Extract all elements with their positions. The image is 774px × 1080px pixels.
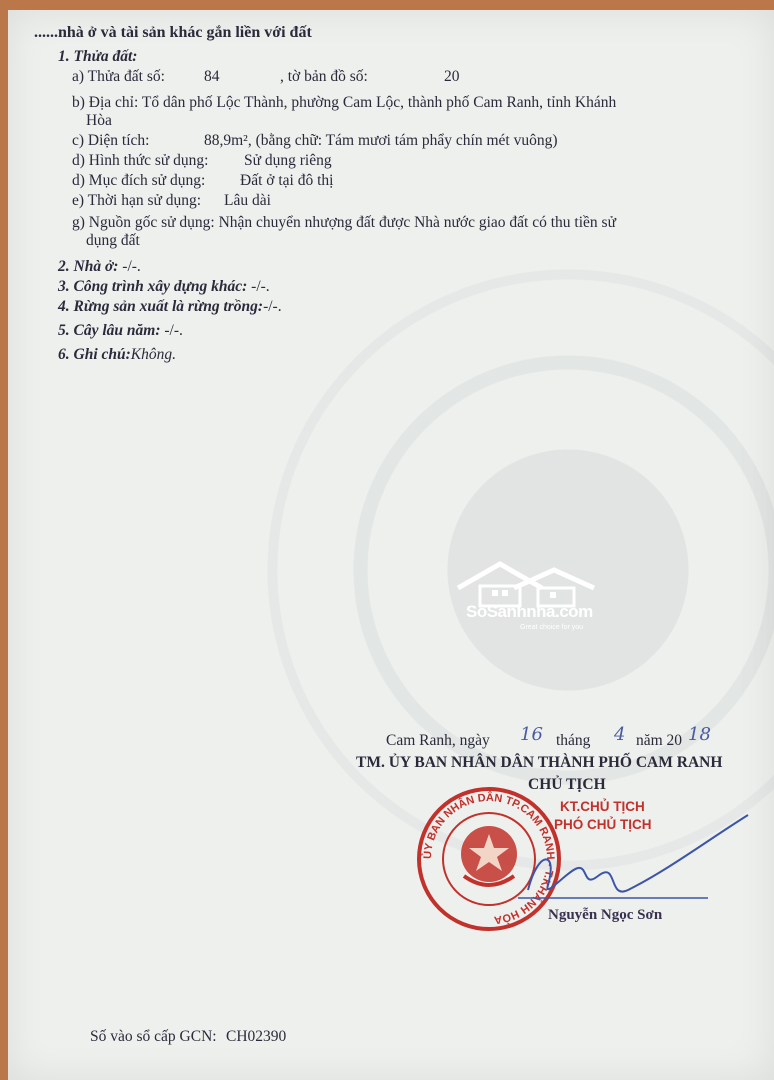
origin-line-1: g) Nguồn gốc sử dụng: Nhận chuyển nhượng đất được Nhà nước giao đất có thu tiền sử (72, 214, 616, 231)
watermark-brand: SoSanhnha.com (466, 602, 593, 621)
house-logo-icon (454, 558, 604, 608)
issuing-organization: TM. ỦY BAN NHÂN DÂN THÀNH PHỐ CAM RANH (356, 754, 723, 771)
perennial-trees-label: 5. Cây lâu năm: (58, 322, 161, 339)
notes-value: Không. (130, 346, 176, 363)
usage-purpose-label: d) Mục đích sử dụng: (72, 172, 206, 189)
date-day: 16 (520, 724, 543, 745)
planted-forest-value: -/-. (263, 298, 282, 315)
date-year-label: năm 20 (636, 732, 683, 749)
map-sheet-label: , tờ bản đồ số: (280, 68, 368, 85)
notes-label: 6. Ghi chú: (58, 346, 131, 363)
usage-form-label: d) Hình thức sử dụng: (72, 152, 209, 169)
deputy-line-2: PHÓ CHỦ TỊCH (554, 817, 652, 832)
cert-number-label: Số vào sổ cấp GCN: (90, 1028, 217, 1045)
section-1-heading: 1. Thửa đất: (58, 48, 138, 65)
certificate-page (8, 10, 774, 1080)
chairman-title: CHỦ TỊCH (528, 776, 606, 793)
house-label: 2. Nhà ở: (58, 258, 119, 275)
address-line-2: Hòa (86, 112, 112, 129)
origin-line-2: dụng đất (86, 232, 140, 249)
handwritten-signature (508, 810, 758, 920)
usage-term-label: e) Thời hạn sử dụng: (72, 192, 202, 209)
house-value: -/-. (122, 258, 141, 275)
date-month-label: tháng (556, 732, 591, 749)
parcel-number-value: 84 (204, 68, 220, 85)
parcel-number-label: a) Thửa đất số: (72, 68, 165, 85)
perennial-trees-value: -/-. (164, 322, 183, 339)
usage-term-value: Lâu dài (224, 192, 271, 209)
area-label: c) Diện tích: (72, 132, 150, 149)
svg-text:ỦY BAN NHÂN DÂN TP.CAM RANH -: ỦY BAN NHÂN DÂN TP.CAM RANH - T.KHÁNH HÒA (421, 791, 557, 926)
deputy-line-1: KT.CHỦ TỊCH (560, 799, 645, 814)
other-construction-value: -/-. (251, 278, 270, 295)
usage-form-value: Sử dụng riêng (244, 152, 332, 169)
page-header-title: ......nhà ở và tài sản khác gắn liền với đất (34, 24, 312, 41)
signer-name: Nguyễn Ngọc Sơn (548, 907, 663, 923)
map-sheet-value: 20 (444, 68, 460, 85)
watermark-tagline: Great choice for you (520, 624, 584, 631)
date-year-suffix: 18 (688, 724, 711, 745)
planted-forest-label: 4. Rừng sản xuất là rừng trồng: (58, 298, 264, 315)
other-construction-label: 3. Công trình xây dựng khác: (58, 278, 248, 295)
area-value: 88,9m², (bằng chữ: Tám mươi tám phẩy chín mét vuông) (204, 132, 558, 149)
date-month: 4 (614, 724, 626, 745)
cert-number-value: CH02390 (226, 1028, 287, 1045)
usage-purpose-value: Đất ở tại đô thị (240, 172, 334, 189)
sosanhnha-watermark (454, 558, 604, 638)
address-line-1: b) Địa chỉ: Tổ dân phố Lộc Thành, phường Cam Lộc, thành phố Cam Ranh, tỉnh Khánh (72, 94, 617, 111)
date-place-prefix: Cam Ranh, ngày (386, 732, 490, 749)
